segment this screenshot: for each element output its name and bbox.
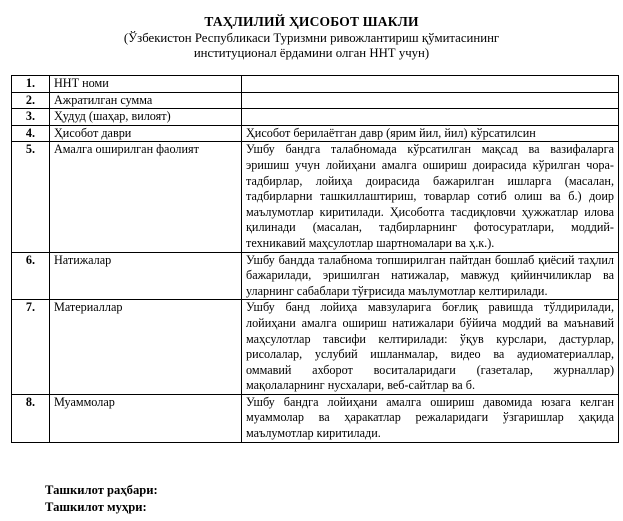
- row-value: [242, 92, 619, 109]
- form-title: ТАҲЛИЛИЙ ҲИСОБОТ ШАКЛИ: [204, 14, 419, 29]
- row-value: Ушбу бандга талабномада кўрсатилган мақсад ва вазифаларга эришиш учун лойиҳани амалга ошириш доирасида кўрилган чора-тадбирлар, лойиҳа доирасида бажарилган ишларга (масалан, тадбирларни ташкиллаштириш, товарлар сотиб олиш ва б.) доир маълумотлар киритилади. Ҳисоботга тасдиқловчи ҳужжатлар илова қилинади (масалан, тадбирларнинг фотосуратлари, моддий-техникавий маҳсулотлар шартномалари ва ҳ.к.).: [242, 142, 619, 252]
- row-label: ННТ номи: [50, 76, 242, 93]
- table-row: [12, 109, 619, 126]
- row-value: Ушбу бандга лойиҳани амалга ошириш давомида юзага келган муаммолар ва ҳаракатлар режаларидаги ўзгаришлар ҳақида маълумотлар киритилади.: [242, 394, 619, 442]
- row-number: 6.: [12, 252, 50, 300]
- row-label: Материаллар: [50, 300, 242, 395]
- table-row: [12, 92, 619, 109]
- row-number: 4.: [12, 125, 50, 142]
- row-label: Ҳудуд (шаҳар, вилоят): [50, 109, 242, 126]
- row-value: [242, 76, 619, 93]
- table-row: [12, 76, 619, 93]
- organization-seal-label: Ташкилот муҳри:: [45, 500, 147, 514]
- row-value: [242, 109, 619, 126]
- row-label: Ажратилган сумма: [50, 92, 242, 109]
- row-label: Амалга оширилган фаолият: [50, 142, 242, 252]
- row-number: 3.: [12, 109, 50, 126]
- row-value: Ушбу банд лойиҳа мавзуларига боғлиқ равишда тўлдирилади, лойиҳани амалга ошириш натижалари бўйича моддий ва маънавий маҳсулотлар тавсифи келтирилади: ўқув курслари, дастурлар, рисолалар, услубий ишланмалар, видео ва аудиоматериаллар, оммавий ахборот воситаларидаги (газеталар, журналлар) мақолаларнинг нусхалари, веб-сайтлар ва б.: [242, 300, 619, 395]
- row-number: 7.: [12, 300, 50, 395]
- table-row: [12, 142, 619, 252]
- row-label: Ҳисобот даври: [50, 125, 242, 142]
- table-row: [12, 300, 619, 395]
- row-label: Натижалар: [50, 252, 242, 300]
- row-number: 8.: [12, 394, 50, 442]
- table-row: [12, 125, 619, 142]
- row-number: 5.: [12, 142, 50, 252]
- report-table: [11, 75, 619, 443]
- table-row: [12, 252, 619, 300]
- row-number: 1.: [12, 76, 50, 93]
- row-number: 2.: [12, 92, 50, 109]
- row-value: Ушбу бандда талабнома топширилган пайтдан бошлаб қиёсий таҳлил бажарилади, эришилган натижалар, мавжуд қийинчиликлар ва уларнинг сабаблари тўғрисида маълумотлар келтирилади.: [242, 252, 619, 300]
- organization-head-label: Ташкилот раҳбари:: [45, 483, 158, 497]
- subtitle-line-2: институционал ёрдамини олган ННТ учун): [193, 46, 430, 60]
- form-subtitle: [0, 31, 623, 61]
- subtitle-line-1: (Ўзбекистон Республикаси Туризмни ривожлантириш қўмитасининг: [123, 31, 500, 45]
- row-value: Ҳисобот берилаётган давр (ярим йил, йил) кўрсатилсин: [242, 125, 619, 142]
- table-row: [12, 394, 619, 442]
- row-label: Муаммолар: [50, 394, 242, 442]
